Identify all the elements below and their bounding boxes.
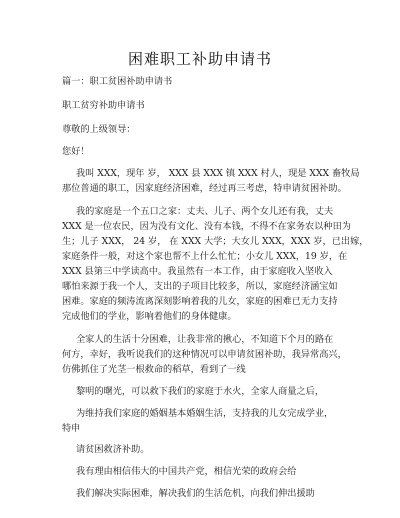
text-line: XXX 县第三中学读高中。我虽然有一本工作，由于家庭收入坚收入 <box>62 266 333 277</box>
text-line: 特申 <box>62 423 81 434</box>
text-line: 我们解决实际困难，解决我们的生活危机，向我们伸出援助 <box>76 488 315 499</box>
text-line: 职工贫穷补助申请书 <box>62 100 145 111</box>
text-line: 我有理由相信伟大的中国共产党，相信光荣的政府会给 <box>76 466 297 477</box>
text-line: 您好！ <box>62 146 90 157</box>
document-title: 困难职工补助申请书 <box>127 50 272 68</box>
text-line: 完成他们的学业，影响着他们的身体健康。 <box>62 311 237 322</box>
text-line: 困难。家庭的频涛流离深刻影响着我的儿女，家庭的困难已无力支持 <box>62 296 338 307</box>
text-line: 我叫 XXX，现年 岁， XXX 县 XXX 镇 XXX 村人，现是 XXX 畜牧局 <box>76 168 360 179</box>
text-line: 篇一：职工贫困补助申请书 <box>62 76 173 87</box>
text-line: 那位普通的职工，因家庭经济困难，经过再三考虑，特申请贫困补助。 <box>62 183 347 194</box>
text-line: XXX 是一位农民，因为没有文化、没有本钱，不得不在家务农以种田为 <box>62 221 351 232</box>
text-line: 何方，幸好，我听说我们的这种情况可以申请贫困补助，我异常高兴， <box>62 349 347 360</box>
text-line: 哪怕来源于我一个人，支出的子项目比较多，所以，家庭经济涵宝如 <box>62 281 338 292</box>
text-line: 为维持我们家庭的婚姻基本婚姻生活，支持我的儿女完成学业， <box>76 408 334 419</box>
text-line: 我的家庭是一个五口之家：丈夫、儿子、两个女儿还有我，丈夫 <box>76 206 334 217</box>
text-line: 仿佛抓住了光茎一根救命的稻草，看到了一线 <box>62 364 246 375</box>
text-line: 全家人的生活十分困难，让我非常的揪心，不知道下个月的路在 <box>76 334 334 345</box>
text-line: 尊敬的上级领导： <box>62 124 136 135</box>
text-line: 家庭条件一般，对这个家也帮不上什么忙忙；小女儿 XXX，19 岁，在 <box>62 251 348 262</box>
text-line: 黎明的曙光，可以救下我们的家庭于水火，全家人商量之后， <box>76 386 325 397</box>
text-line: 生；儿子 XXX， 24 岁， 在 XXX 大学；大女儿 XXX，XXX 岁，已出嫁， <box>62 236 369 247</box>
text-line: 请贫困救济补助。 <box>76 444 150 455</box>
